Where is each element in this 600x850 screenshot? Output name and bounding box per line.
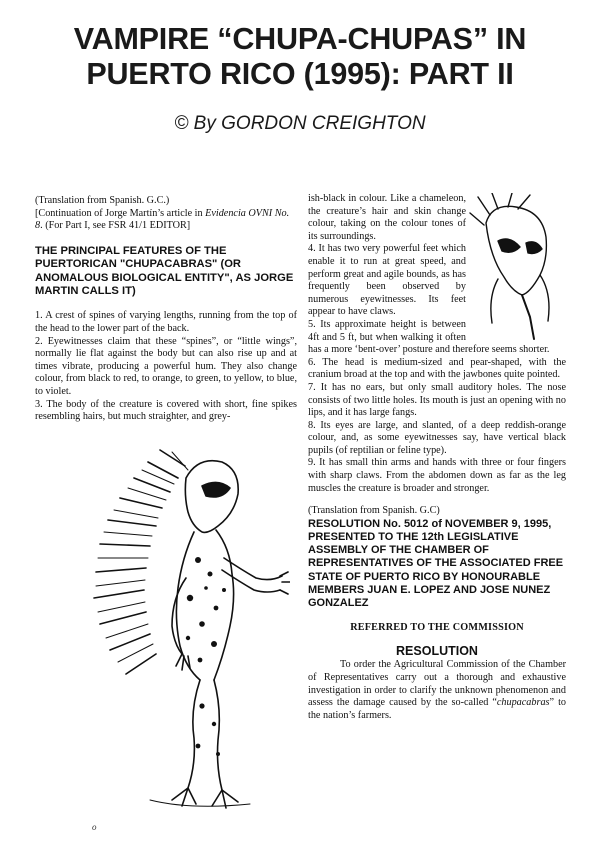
title-line-2: PUERTO RICO (1995): PART II	[86, 57, 514, 91]
feature-item-3-continued: ish-black in colour. Like a chameleon, the creature’s hair and skin change colour, taking on the colour tones of its surroundings.	[308, 193, 466, 242]
continuation-text-pre: [Continuation of Jorge Martín’s article in	[35, 207, 206, 219]
referred-to-commission: REFERRED TO THE COMMISSION	[350, 622, 524, 634]
feature-item-7: 7. It has no ears, but only small auditory holes. The nose consists of two little holes. Its mouth is just an opening with no lips, and it has large fangs.	[308, 381, 566, 419]
article-title	[0, 22, 600, 92]
right-column	[308, 193, 566, 722]
features-heading: THE PRINCIPAL FEATURES OF THE PUERTORICAN "CHUPACABRAS" (OR ANOMALOUS BIOLOGICAL ENTITY", AS JORGE MARTIN CALLS IT)	[35, 244, 294, 297]
left-column	[35, 195, 297, 424]
feature-item-1: 1. A crest of spines of varying lengths, running from the top of the head to the lower part of the back.	[35, 310, 297, 334]
resolution-heading: RESOLUTION	[396, 643, 478, 658]
resolution-body-post: ” to the nation’s farmers.	[308, 697, 566, 721]
resolution-body-emphasis: chupacabras	[496, 697, 550, 709]
continuation-text-post: . (For Part I, see FSR 41/1 EDITOR]	[40, 220, 191, 232]
feature-item-8: 8. Its eyes are large, and slanted, of a deep reddish-orange colour, and, as some eyewitnesses say, have vertical black pupils (of reptilian or feline type).	[308, 419, 566, 456]
feature-item-4: 4. It has two very powerful feet which enable it to run at great speed, and perform great and agile bounds, as has frequently been observed by numerous eyewitnesses. Its feet appear to have claws.	[308, 243, 466, 318]
page-mark: o	[92, 822, 97, 832]
title-line-1: VAMPIRE “CHUPA-CHUPAS” IN	[73, 22, 527, 56]
feature-item-6: 6. The head is medium-sized and pear-shaped, with the cranium broad at the top and with the jawbones quite pointed.	[308, 356, 566, 381]
feature-item-2: 2. Eyewitnesses claim that these “spines”, or “little wings”, normally lie flat against the body but can also rise up and at times vibrate, producing a powerful hum. They also change colour, from black to red, to orange, to green, to yellow, to blue, to violet.	[35, 335, 297, 397]
author-byline: © By GORDON CREIGHTON	[174, 113, 426, 134]
resolution-translation-note: (Translation from Spanish. G.C)	[308, 505, 440, 517]
resolution-body-pre: To order the Agricultural Commission of the Chamber of Representatives carry out a thorough and exhaustive investigation in order to clarify the unknown phenomenon and assess the damage caused by the so-called “	[308, 659, 566, 709]
resolution-body	[308, 659, 566, 722]
resolution-title: RESOLUTION No. 5012 of NOVEMBER 9, 1995, PRESENTED TO THE 12th LEGISLATIVE ASSEMBLY OF THE CHAMBER OF REPRESENTATIVES OF THE ASSOCIATED FREE STATE OF PUERTO RICO BY HONOURABLE MEMBERS JUAN E. LOPEZ AND JOSE NUNEZ GONZALEZ	[308, 517, 564, 610]
feature-item-5: 5. Its approximate height is between 4ft and 5 ft, but when walking it often has a more ‘bent-over’ posture and therefore seems shorter.	[308, 318, 550, 356]
feature-item-3: 3. The body of the creature is covered with short, fine spikes resembling hairs, but much straighter, and grey-	[35, 398, 297, 423]
chupacabra-full-body-illustration	[90, 448, 290, 816]
translation-note: (Translation from Spanish. G.C.)	[35, 195, 170, 206]
resolution-section	[308, 505, 566, 722]
feature-item-9: 9. It has small thin arms and hands with three or four fingers with sharp claws. From the abdomen down as far as the leg muscles the creature is broader and stronger.	[308, 457, 566, 494]
continuation-source-title: Evidencia OVNI No. 8	[35, 207, 290, 232]
continuation-note	[35, 208, 297, 233]
